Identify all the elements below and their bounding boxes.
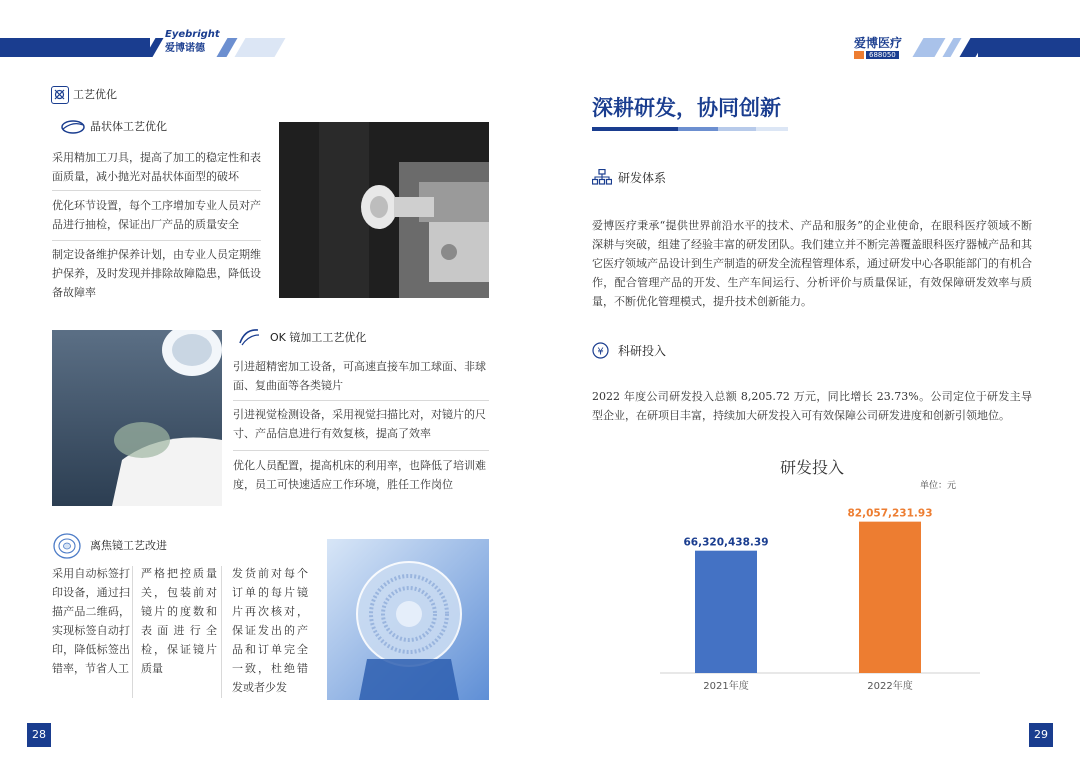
ok-lens-icon xyxy=(237,326,261,352)
chart-unit-label: 单位：元 xyxy=(920,481,957,491)
ok-item-2: 引进视觉检测设备，采用视觉扫描比对，对镜片的尺寸、产品信息进行有效复核，提高了效率 xyxy=(233,408,486,440)
title-underline xyxy=(592,127,788,131)
machine-photo xyxy=(279,122,489,298)
divider xyxy=(52,190,261,191)
ok-item-3: 优化人员配置，提高机床的利用率，也降低了培训难度，员工可快速适应工作环境，胜任工作岗位 xyxy=(233,459,486,491)
ok-item-1: 引进超精密加工设备，可高速直接车加工球面、非球面、复曲面等各类镜片 xyxy=(233,360,486,392)
defocus-title: 离焦镜工艺改进 xyxy=(90,539,167,552)
category-label: 2021年度 xyxy=(703,681,749,692)
section-title-process: 工艺优化 xyxy=(73,88,117,101)
divider xyxy=(52,240,261,241)
rd-invest-title: 科研投入 xyxy=(618,344,667,358)
defocus-col-3: 发货前对每个订单的每片镜片再次核对，保证发出的产品和订单完全一致，杜绝错发或者少发 xyxy=(232,567,308,694)
right-header-band-dark xyxy=(978,38,1080,57)
defocus-col-2: 严格把控质量关，包装前对镜片的度数和表面进行全检，保证镜片质量 xyxy=(141,567,217,675)
svg-text:¥: ¥ xyxy=(597,346,604,358)
right-logo xyxy=(854,36,912,59)
yen-coin-icon xyxy=(592,342,609,363)
rd-system-title: 研发体系 xyxy=(618,171,667,185)
crystal-item-3: 制定设备维护保养计划，由专业人员定期维护保养，及时发现并排除故障隐患，降低设备故障率 xyxy=(52,248,261,299)
defocus-col-1: 采用自动标签打印设备，通过扫描产品二维码，实现标签自动打印，降低标签出错率，节省人工 xyxy=(52,567,130,675)
ok-title: OK 镜加工工艺优化 xyxy=(270,331,367,344)
main-title: 深耕研发，协同创新 xyxy=(592,96,781,120)
defocus-lens-icon xyxy=(52,532,82,564)
crystal-title: 晶状体工艺优化 xyxy=(90,120,167,133)
right-header-stripe xyxy=(943,38,962,57)
column-divider xyxy=(221,566,222,698)
bar-1 xyxy=(695,551,757,673)
crystal-item-2: 优化环节设置，每个工序增加专业人员对产品进行抽检，保证出厂产品的质量安全 xyxy=(52,199,261,231)
rd-system-text: 爱博医疗秉承“提供世界前沿水平的技术、产品和服务”的企业使命，在眼科医疗领域不断深耕与突破，组建了经验丰富的研发团队。我们建立并不断完善覆盖眼科医疗器械产品和其它医疗领域产品设计到生产制造的研发全流程管理体系，通过研发中心各职能部门的有机合作，配合管理产品的开发、生产车间运行、分析评价与质量保证，有效保障研发效率与质量，不断优化管理模式，提升技术创新能力。 xyxy=(592,219,1032,308)
logo-cn: 爱博诺德 xyxy=(165,43,205,54)
lens-ring-icon xyxy=(60,119,86,139)
rd-invest-text: 2022 年度公司研发投入总额 8,205.72 万元，同比增长 23.73%。公司定位于研发主导型企业，在研项目丰富，持续加大研发投入可有效保障公司研发进度和创新引领地位。 xyxy=(592,390,1032,422)
left-logo xyxy=(165,28,220,55)
process-icon xyxy=(51,86,69,104)
page-number-left: 28 xyxy=(27,723,51,747)
left-header-band-dark xyxy=(0,38,150,57)
chart-title: 研发投入 xyxy=(779,458,844,477)
lens-photo xyxy=(52,330,222,506)
stock-code: 688050 xyxy=(866,51,899,59)
right-header-stripe xyxy=(913,38,946,57)
logo-cn-right: 爱博医疗 xyxy=(854,36,903,50)
bar-value-label: 82,057,231.93 xyxy=(847,507,933,520)
page-number-right: 29 xyxy=(1029,723,1053,747)
divider xyxy=(233,450,489,451)
bar-chart xyxy=(640,495,1000,700)
org-chart-icon xyxy=(592,169,612,189)
defocus-photo xyxy=(327,539,489,700)
category-label: 2022年度 xyxy=(867,681,913,692)
left-header-stripe xyxy=(217,38,238,57)
logo-en: Eyebright xyxy=(165,29,220,40)
left-header-stripe xyxy=(235,38,286,57)
bar-value-label: 66,320,438.39 xyxy=(683,536,769,549)
column-divider xyxy=(132,566,133,698)
divider xyxy=(233,400,489,401)
crystal-item-1: 采用精加工刀具，提高了加工的稳定性和表面质量，减小抛光对晶状体面型的破坏 xyxy=(52,151,261,183)
bar-2 xyxy=(859,522,921,673)
